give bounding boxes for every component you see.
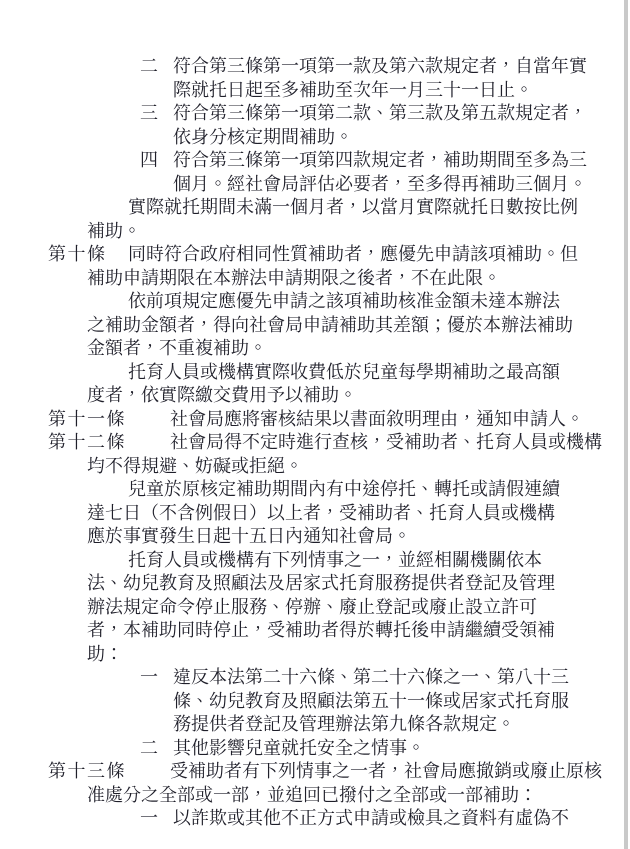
line-text: 達七日（不含例假日）以上者，受補助者、托育人員或機構 xyxy=(87,502,555,523)
text-line xyxy=(0,666,630,690)
text-line xyxy=(0,760,630,784)
text-line xyxy=(0,408,630,432)
line-text: 補助申請期限在本辦法申請期限之後者，不在此限。 xyxy=(87,267,501,288)
text-line xyxy=(0,807,630,831)
line-text: 托育人員或機構實際收費低於兒童每學期補助之最高額 xyxy=(128,361,560,382)
line-text: 符合第三條第一項第一款及第六款規定者，自當年實 xyxy=(173,56,587,76)
text-line xyxy=(0,79,630,103)
text-line xyxy=(0,502,630,526)
line-text: 者，本補助同時停止，受補助者得於轉托後申請繼續受領補 xyxy=(87,620,555,640)
text-line xyxy=(0,572,630,596)
article-label: 第十三條 xyxy=(48,761,126,781)
text-line xyxy=(0,455,630,479)
line-text: 條、幼兒教育及照顧法第五十一條或居家式托育服 xyxy=(173,690,569,711)
article-label: 第十條 xyxy=(48,244,107,264)
line-text: 個月。經社會局評估必要者，至多得再補助三個月。 xyxy=(173,173,587,194)
text-line xyxy=(0,337,630,361)
page-right-edge-strip xyxy=(624,0,628,849)
line-text: 法、幼兒教育及照顧法及居家式托育服務提供者登記及管理 xyxy=(87,573,555,593)
item-number: 一 xyxy=(140,808,158,828)
item-number: 二 xyxy=(140,56,158,76)
text-line xyxy=(0,196,630,220)
line-text: 兒童於原核定補助期間內有中途停托、轉托或請假連續 xyxy=(128,479,560,499)
line-text: 托育人員或機構有下列情事之一，並經相關機關依本 xyxy=(128,549,542,570)
document-body xyxy=(0,55,630,831)
line-text: 辦法規定命令停止服務、停辦、廢止登記或廢止設立許可 xyxy=(87,596,537,617)
text-line xyxy=(0,549,630,573)
text-line xyxy=(0,525,630,549)
line-text: 依身分核定期間補助。 xyxy=(173,126,353,147)
line-text: 社會局應將審核結果以書面敘明理由，通知申請人。 xyxy=(170,408,584,429)
line-text: 同時符合政府相同性質補助者，應優先申請該項補助。但 xyxy=(128,244,578,264)
text-line xyxy=(0,126,630,150)
line-text: 度者，依實際繳交費用予以補助。 xyxy=(87,385,357,405)
text-line xyxy=(0,314,630,338)
text-line xyxy=(0,102,630,126)
text-line xyxy=(0,619,630,643)
text-line xyxy=(0,431,630,455)
item-number: 一 xyxy=(140,667,158,687)
text-line xyxy=(0,643,630,667)
line-text: 受補助者有下列情事之一者，社會局應撤銷或廢止原核 xyxy=(170,761,602,781)
line-text: 實際就托期間未滿一個月者，以當月實際就托日數按比例 xyxy=(128,197,578,217)
text-line xyxy=(0,784,630,808)
text-line xyxy=(0,267,630,291)
item-number: 四 xyxy=(140,150,158,170)
text-line xyxy=(0,384,630,408)
line-text: 際就托日起至多補助至次年一月三十一日止。 xyxy=(173,79,533,100)
text-line xyxy=(0,243,630,267)
text-line xyxy=(0,361,630,385)
text-line xyxy=(0,478,630,502)
text-line xyxy=(0,149,630,173)
line-text: 准處分之全部或一部，並追回已撥付之全部或一部補助： xyxy=(87,784,537,805)
text-line xyxy=(0,290,630,314)
line-text: 以詐欺或其他不正方式申請或檢具之資料有虛偽不 xyxy=(173,808,569,828)
line-text: 依前項規定應優先申請之該項補助核准金額未達本辦法 xyxy=(128,291,560,311)
item-number: 二 xyxy=(140,737,158,758)
line-text: 違反本法第二十六條、第二十六條之一、第八十三 xyxy=(173,667,569,687)
line-text: 均不得規避、妨礙或拒絕。 xyxy=(87,455,303,476)
text-line xyxy=(0,690,630,714)
article-label: 第十二條 xyxy=(48,432,126,452)
text-line xyxy=(0,713,630,737)
line-text: 其他影響兒童就托安全之情事。 xyxy=(173,737,425,758)
line-text: 助： xyxy=(87,643,123,664)
text-line xyxy=(0,596,630,620)
line-text: 補助。 xyxy=(87,220,141,241)
text-line xyxy=(0,173,630,197)
line-text: 之補助金額者，得向社會局申請補助其差額；優於本辦法補助 xyxy=(87,314,573,335)
line-text: 務提供者登記及管理辦法第九條各款規定。 xyxy=(173,714,515,734)
article-label: 第十一條 xyxy=(48,408,126,429)
line-text: 符合第三條第一項第二款、第三款及第五款規定者， xyxy=(173,103,587,123)
line-text: 金額者，不重複補助。 xyxy=(87,338,267,358)
text-line xyxy=(0,737,630,761)
text-line xyxy=(0,55,630,79)
line-text: 應於事實發生日起十五日內通知社會局。 xyxy=(87,526,411,546)
item-number: 三 xyxy=(140,103,158,123)
line-text: 符合第三條第一項第四款規定者，補助期間至多為三 xyxy=(173,150,587,170)
line-text: 社會局得不定時進行查核，受補助者、托育人員或機構 xyxy=(170,432,602,452)
text-line xyxy=(0,220,630,244)
